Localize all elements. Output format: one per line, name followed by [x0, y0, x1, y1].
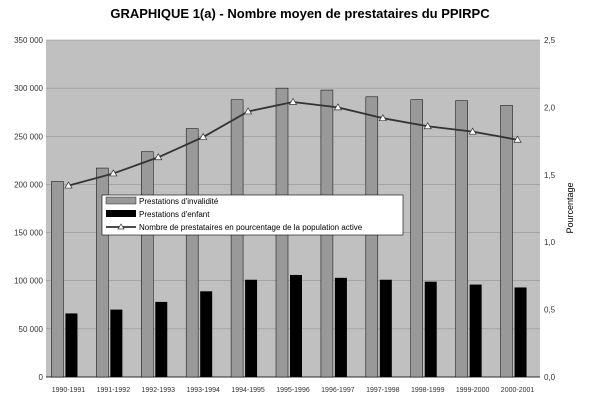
bar-invalidite	[456, 101, 468, 377]
bar-enfant	[380, 280, 392, 377]
x-tick-label: 1999-2000	[455, 387, 490, 394]
x-tick-label: 1995-1996	[276, 387, 310, 394]
y-tick-label: 0	[38, 373, 43, 382]
y-tick-label: 350 000	[14, 36, 43, 45]
legend-label-invalidite: Prestations d'invalidité	[139, 197, 219, 206]
y2-tick-label: 2,5	[544, 36, 556, 45]
bar-enfant	[155, 302, 167, 377]
x-tick-label: 1994-1995	[231, 387, 265, 394]
x-tick-label: 1998-1999	[410, 387, 445, 394]
x-tick-label: 1997-1998	[366, 387, 400, 394]
y2-tick-label: 2,0	[544, 103, 556, 113]
y-tick-label: 250 000	[14, 132, 43, 142]
x-tick-label: 1990-1991	[51, 387, 86, 394]
bar-enfant	[335, 278, 347, 377]
bar-invalidite	[501, 105, 513, 377]
legend-label-line: Nombre de prestataires en pourcentage de la population active	[139, 223, 363, 232]
bar-invalidite	[366, 97, 378, 377]
bar-enfant	[470, 285, 482, 377]
bar-enfant	[425, 282, 437, 377]
x-axis	[52, 387, 535, 394]
bar-invalidite	[51, 182, 63, 377]
x-tick-label: 1993-1994	[186, 387, 220, 394]
legend-swatch-enfant	[106, 210, 136, 217]
x-tick-label: 1996-1997	[321, 387, 355, 394]
y2-tick-label: 0,0	[544, 373, 556, 382]
y-tick-label: 200 000	[14, 180, 43, 190]
bar-enfant	[65, 313, 77, 377]
bar-enfant	[245, 280, 257, 377]
y-tick-label: 100 000	[14, 276, 43, 286]
bar-enfant	[290, 275, 302, 377]
y2-tick-label: 1,5	[544, 170, 556, 180]
bar-invalidite	[141, 152, 153, 377]
left-axis	[14, 36, 43, 382]
chart-title: GRAPHIQUE 1(a) - Nombre moyen de prestataires du PPIRPC	[110, 6, 490, 21]
bar-enfant	[515, 287, 527, 377]
y2-tick-label: 1,0	[544, 238, 556, 248]
legend-label-enfant: Prestations d'enfant	[139, 210, 210, 219]
right-axis-label: Pourcentage	[565, 182, 575, 234]
y2-tick-label: 0,5	[544, 305, 556, 315]
x-tick-label: 2000-2001	[500, 387, 535, 394]
bar-enfant	[110, 310, 122, 377]
y-tick-label: 50 000	[18, 324, 43, 334]
bar-enfant	[200, 291, 212, 377]
legend	[102, 195, 403, 235]
bar-invalidite	[411, 100, 423, 377]
bar-invalidite	[231, 100, 243, 377]
legend-swatch-invalidite	[106, 197, 136, 204]
y-tick-label: 150 000	[14, 228, 43, 238]
y-tick-label: 300 000	[14, 84, 43, 94]
x-tick-label: 1991-1992	[96, 387, 131, 394]
bar-invalidite	[186, 129, 198, 377]
x-tick-label: 1992-1993	[141, 387, 176, 394]
right-axis	[544, 36, 556, 382]
